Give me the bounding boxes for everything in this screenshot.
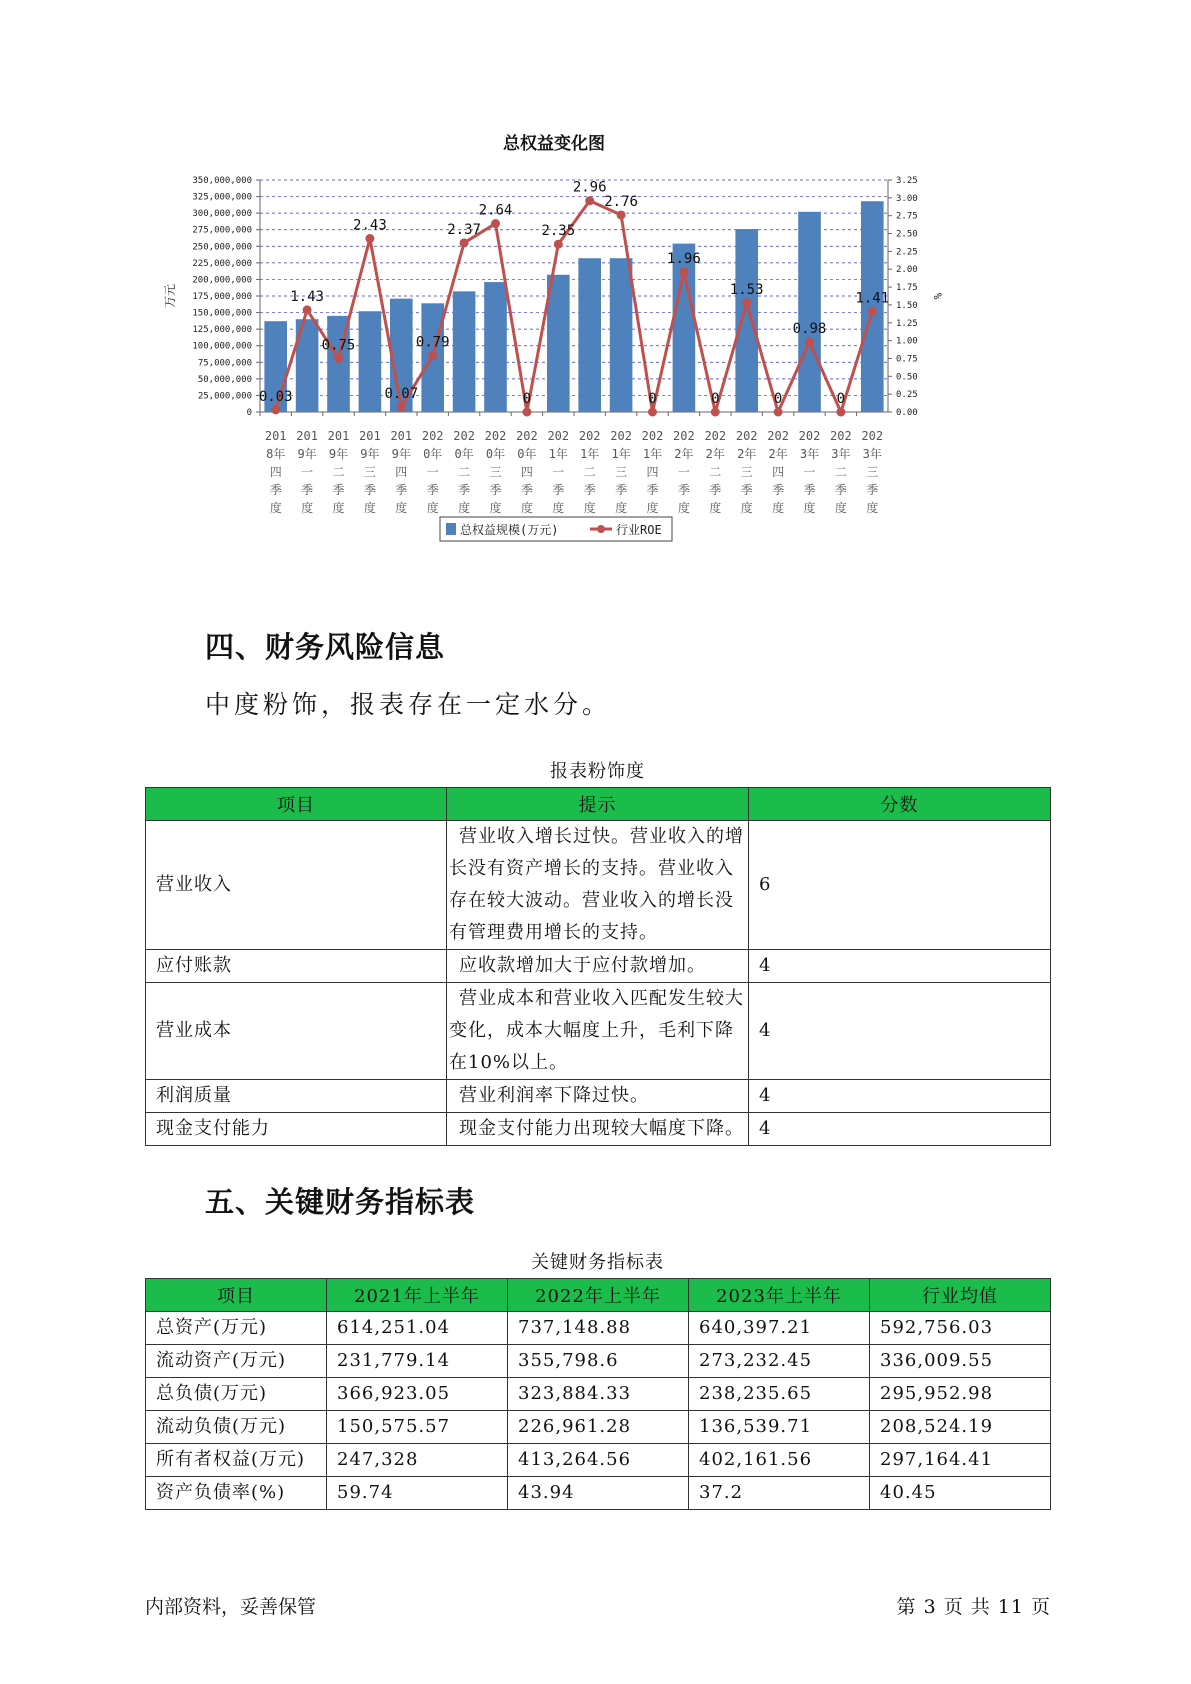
x-tick-label: 0年 bbox=[454, 447, 474, 461]
bar bbox=[610, 258, 633, 412]
risk-score: 4 bbox=[749, 983, 1051, 1080]
x-tick-label: 季 bbox=[552, 483, 565, 497]
x-tick-label: 一 bbox=[552, 465, 565, 479]
roe-data-label: 1.53 bbox=[729, 281, 764, 298]
roe-data-label: 2.64 bbox=[478, 202, 513, 219]
x-tick-label: 度 bbox=[395, 501, 408, 515]
left-tick-label: 325,000,000 bbox=[192, 192, 252, 203]
kpi-item: 资产负债率(%) bbox=[146, 1477, 327, 1510]
footer-confidential-note: 内部资料，妥善保管 bbox=[145, 1596, 317, 1618]
risk-header-item: 项目 bbox=[146, 788, 447, 821]
x-tick-label: 二 bbox=[458, 465, 471, 479]
kpi-value: 226,961.28 bbox=[508, 1411, 689, 1444]
roe-point bbox=[522, 408, 531, 417]
right-tick-label: 2.00 bbox=[896, 265, 918, 276]
x-tick-label: 2年 bbox=[705, 447, 725, 461]
x-tick-label: 度 bbox=[363, 501, 376, 515]
left-tick-label: 350,000,000 bbox=[192, 176, 252, 186]
roe-point bbox=[836, 408, 845, 417]
x-tick-label: 度 bbox=[552, 501, 565, 515]
risk-table-caption: 报表粉饰度 bbox=[550, 761, 645, 782]
table-row bbox=[146, 1378, 1051, 1411]
x-tick-label: 四 bbox=[520, 465, 533, 479]
x-tick-label: 1年 bbox=[580, 447, 600, 461]
x-tick-label: 3年 bbox=[862, 447, 882, 461]
roe-point bbox=[617, 210, 626, 219]
kpi-value: 614,251.04 bbox=[327, 1312, 508, 1345]
x-tick-label: 季 bbox=[834, 483, 847, 497]
x-tick-label: 季 bbox=[677, 483, 690, 497]
left-tick-label: 0 bbox=[246, 408, 252, 418]
left-tick-label: 225,000,000 bbox=[192, 258, 252, 269]
table-row bbox=[146, 1312, 1051, 1345]
x-tick-label: 一 bbox=[426, 465, 439, 479]
table-row bbox=[146, 821, 1051, 950]
right-tick-label: 3.00 bbox=[896, 193, 918, 204]
kpi-header-2023h1: 2023年上半年 bbox=[689, 1279, 870, 1312]
x-tick-label: 201 bbox=[327, 429, 350, 443]
kpi-table bbox=[145, 1278, 1051, 1510]
x-tick-label: 季 bbox=[301, 483, 314, 497]
x-tick-label: 四 bbox=[395, 465, 408, 479]
x-tick-label: 季 bbox=[489, 483, 502, 497]
x-tick-label: 季 bbox=[803, 483, 816, 497]
x-tick-label: 3年 bbox=[799, 447, 820, 461]
right-tick-label: 3.25 bbox=[896, 176, 918, 186]
x-tick-label: 3年 bbox=[831, 447, 851, 461]
x-tick-label: 季 bbox=[866, 483, 879, 497]
x-tick-label: 季 bbox=[709, 483, 722, 497]
bar bbox=[578, 258, 601, 412]
roe-point bbox=[679, 268, 688, 277]
x-tick-label: 0年 bbox=[517, 447, 537, 461]
left-tick-label: 150,000,000 bbox=[192, 308, 252, 319]
x-tick-label: 9年 bbox=[297, 447, 317, 461]
right-tick-label: 2.25 bbox=[896, 247, 918, 258]
table-row bbox=[146, 1080, 1051, 1113]
kpi-value: 366,923.05 bbox=[327, 1378, 508, 1411]
roe-data-label: 2.96 bbox=[572, 179, 607, 196]
bar bbox=[484, 282, 507, 412]
roe-data-label: 1.43 bbox=[290, 288, 324, 305]
equity-chart-svg bbox=[160, 130, 1040, 600]
x-tick-label: 0年 bbox=[423, 447, 443, 461]
y-axis-label-left: 万元 bbox=[163, 283, 177, 309]
roe-data-label: 2.43 bbox=[353, 217, 387, 234]
x-tick-label: 四 bbox=[646, 465, 659, 479]
risk-hint: 营业成本和营业收入匹配发生较大变化，成本大幅度上升，毛利下降在10%以上。 bbox=[447, 983, 749, 1080]
left-tick-label: 100,000,000 bbox=[192, 341, 252, 352]
kpi-value: 150,575.57 bbox=[327, 1411, 508, 1444]
roe-data-label: 0 bbox=[836, 391, 846, 407]
right-tick-label: 2.50 bbox=[896, 229, 918, 240]
x-tick-label: 202 bbox=[704, 429, 727, 443]
x-tick-label: 度 bbox=[772, 501, 785, 515]
kpi-header-industry-avg: 行业均值 bbox=[870, 1279, 1051, 1312]
x-tick-label: 二 bbox=[583, 465, 596, 479]
roe-data-label: 1.41 bbox=[855, 290, 890, 307]
kpi-item: 总资产(万元) bbox=[146, 1312, 327, 1345]
kpi-header-item: 项目 bbox=[146, 1279, 327, 1312]
x-tick-label: 202 bbox=[547, 429, 570, 443]
x-tick-label: 季 bbox=[646, 483, 659, 497]
x-tick-label: 一 bbox=[803, 465, 816, 479]
x-tick-label: 202 bbox=[735, 429, 758, 443]
x-tick-label: 202 bbox=[673, 429, 695, 443]
roe-data-label: 0 bbox=[773, 391, 783, 407]
kpi-value: 295,952.98 bbox=[870, 1378, 1051, 1411]
right-tick-label: 0.75 bbox=[896, 354, 918, 365]
x-tick-label: 季 bbox=[520, 483, 533, 497]
left-tick-label: 250,000,000 bbox=[192, 242, 252, 253]
x-tick-label: 202 bbox=[861, 429, 884, 443]
roe-point bbox=[585, 196, 594, 205]
kpi-value: 273,232.45 bbox=[689, 1345, 870, 1378]
x-tick-label: 度 bbox=[740, 501, 753, 515]
bar bbox=[547, 275, 570, 412]
roe-point bbox=[460, 238, 469, 247]
x-tick-label: 二 bbox=[709, 465, 722, 479]
x-tick-label: 202 bbox=[830, 429, 852, 443]
kpi-value: 297,164.41 bbox=[870, 1444, 1051, 1477]
kpi-value: 336,009.55 bbox=[870, 1345, 1051, 1378]
x-tick-label: 度 bbox=[866, 501, 879, 515]
x-tick-label: 度 bbox=[269, 501, 282, 515]
x-tick-label: 202 bbox=[484, 429, 507, 443]
roe-point bbox=[428, 351, 437, 360]
x-tick-label: 2年 bbox=[674, 447, 694, 461]
table-row bbox=[146, 1113, 1051, 1146]
risk-item: 营业收入 bbox=[146, 821, 447, 950]
roe-point bbox=[648, 408, 657, 417]
table-row bbox=[146, 1345, 1051, 1378]
roe-point bbox=[868, 307, 877, 316]
x-tick-label: 201 bbox=[359, 429, 381, 443]
x-tick-label: 季 bbox=[615, 483, 628, 497]
legend-bar-swatch bbox=[446, 523, 456, 535]
roe-data-label: 2.37 bbox=[447, 221, 481, 238]
x-tick-label: 202 bbox=[767, 429, 789, 443]
risk-header-score: 分数 bbox=[749, 788, 1051, 821]
left-tick-label: 175,000,000 bbox=[192, 292, 252, 302]
x-tick-label: 9年 bbox=[328, 447, 349, 461]
section-4-heading: 四、财务风险信息 bbox=[205, 630, 446, 664]
bar bbox=[861, 201, 884, 412]
x-tick-label: 201 bbox=[296, 429, 318, 443]
roe-data-label: 0 bbox=[648, 391, 657, 407]
x-tick-label: 202 bbox=[610, 429, 632, 443]
risk-item: 营业成本 bbox=[146, 983, 447, 1080]
kpi-table-caption: 关键财务指标表 bbox=[531, 1252, 664, 1273]
left-tick-label: 300,000,000 bbox=[192, 209, 252, 220]
x-tick-label: 季 bbox=[269, 483, 282, 497]
roe-point bbox=[554, 240, 563, 249]
risk-header-hint: 提示 bbox=[447, 788, 749, 821]
risk-table-header-row bbox=[146, 788, 1051, 821]
kpi-value: 40.45 bbox=[870, 1477, 1051, 1510]
right-tick-label: 1.00 bbox=[896, 336, 918, 347]
roe-data-label: 2.35 bbox=[541, 223, 576, 240]
legend-line-label: 行业ROE bbox=[616, 523, 662, 537]
x-tick-label: 度 bbox=[803, 501, 816, 515]
roe-point bbox=[303, 305, 312, 314]
x-tick-label: 三 bbox=[740, 465, 753, 479]
kpi-value: 402,161.56 bbox=[689, 1444, 870, 1477]
left-tick-label: 25,000,000 bbox=[197, 391, 252, 402]
x-tick-label: 0年 bbox=[485, 447, 506, 461]
x-tick-label: 四 bbox=[772, 465, 785, 479]
kpi-header-2022h1: 2022年上半年 bbox=[508, 1279, 689, 1312]
risk-item: 现金支付能力 bbox=[146, 1113, 447, 1146]
risk-hint: 应收款增加大于应付款增加。 bbox=[447, 950, 749, 983]
x-tick-label: 季 bbox=[458, 483, 471, 497]
x-tick-label: 四 bbox=[269, 465, 282, 479]
x-tick-label: 201 bbox=[390, 429, 413, 443]
roe-data-label: 0 bbox=[711, 391, 720, 407]
kpi-value: 136,539.71 bbox=[689, 1411, 870, 1444]
x-tick-label: 202 bbox=[453, 429, 475, 443]
kpi-value: 413,264.56 bbox=[508, 1444, 689, 1477]
kpi-value: 43.94 bbox=[508, 1477, 689, 1510]
x-tick-label: 度 bbox=[458, 501, 471, 515]
roe-data-label: 0.07 bbox=[384, 386, 419, 403]
kpi-item: 总负债(万元) bbox=[146, 1378, 327, 1411]
left-tick-label: 200,000,000 bbox=[192, 275, 252, 286]
x-tick-label: 度 bbox=[677, 501, 690, 515]
roe-data-label: 0.79 bbox=[415, 334, 450, 351]
risk-score: 4 bbox=[749, 1080, 1051, 1113]
x-tick-label: 季 bbox=[426, 483, 439, 497]
x-tick-label: 度 bbox=[615, 501, 628, 515]
x-tick-label: 季 bbox=[395, 483, 408, 497]
table-row bbox=[146, 983, 1051, 1080]
roe-data-label: 2.76 bbox=[604, 193, 638, 210]
risk-score: 6 bbox=[749, 821, 1051, 950]
x-tick-label: 1年 bbox=[548, 447, 568, 461]
roe-point bbox=[742, 298, 751, 307]
section-5-heading: 五、关键财务指标表 bbox=[205, 1185, 476, 1219]
kpi-value: 59.74 bbox=[327, 1477, 508, 1510]
risk-hint: 营业利润率下降过快。 bbox=[447, 1080, 749, 1113]
x-tick-label: 一 bbox=[677, 465, 690, 479]
roe-point bbox=[397, 403, 406, 412]
x-tick-label: 季 bbox=[583, 483, 596, 497]
right-tick-label: 0.50 bbox=[896, 372, 918, 383]
roe-data-label: 0.03 bbox=[258, 388, 293, 405]
x-tick-label: 度 bbox=[301, 501, 314, 515]
x-tick-label: 202 bbox=[578, 429, 601, 443]
kpi-table-header-row bbox=[146, 1279, 1051, 1312]
x-tick-label: 202 bbox=[421, 429, 444, 443]
table-row bbox=[146, 950, 1051, 983]
kpi-value: 737,148.88 bbox=[508, 1312, 689, 1345]
x-tick-label: 季 bbox=[772, 483, 785, 497]
risk-summary: 中度粉饰，报表存在一定水分。 bbox=[205, 690, 612, 719]
x-tick-label: 季 bbox=[332, 483, 345, 497]
right-tick-label: 0.25 bbox=[896, 390, 918, 401]
legend-bar-label: 总权益规模(万元) bbox=[460, 523, 559, 537]
kpi-value: 592,756.03 bbox=[870, 1312, 1051, 1345]
x-tick-label: 度 bbox=[332, 501, 345, 515]
roe-point bbox=[491, 219, 500, 228]
risk-item: 应付账款 bbox=[146, 950, 447, 983]
roe-point bbox=[271, 405, 280, 414]
x-tick-label: 201 bbox=[264, 429, 287, 443]
table-row bbox=[146, 1444, 1051, 1477]
roe-point bbox=[334, 354, 343, 363]
bar bbox=[453, 291, 476, 412]
x-tick-label: 度 bbox=[646, 501, 659, 515]
x-tick-label: 1年 bbox=[611, 447, 631, 461]
right-tick-label: 2.75 bbox=[896, 211, 918, 222]
x-tick-label: 度 bbox=[489, 501, 502, 515]
x-tick-label: 季 bbox=[363, 483, 376, 497]
roe-point bbox=[365, 234, 374, 243]
roe-data-label: 1.96 bbox=[667, 251, 701, 268]
roe-data-label: 0.98 bbox=[792, 321, 827, 338]
x-tick-label: 二 bbox=[332, 465, 345, 479]
x-tick-label: 二 bbox=[834, 465, 847, 479]
y-axis-label-right: % bbox=[931, 292, 944, 300]
x-tick-label: 三 bbox=[866, 465, 879, 479]
x-tick-label: 季 bbox=[740, 483, 753, 497]
bar bbox=[735, 229, 758, 412]
x-tick-label: 8年 bbox=[266, 447, 286, 461]
table-row bbox=[146, 1477, 1051, 1510]
x-tick-label: 度 bbox=[520, 501, 533, 515]
bar bbox=[359, 311, 382, 412]
left-tick-label: 75,000,000 bbox=[197, 358, 252, 369]
x-tick-label: 2年 bbox=[737, 447, 757, 461]
chart-title: 总权益变化图 bbox=[503, 134, 605, 154]
risk-hint: 现金支付能力出现较大幅度下降。 bbox=[447, 1113, 749, 1146]
footer-page-number: 第 3 页 共 11 页 bbox=[896, 1596, 1051, 1618]
x-tick-label: 202 bbox=[641, 429, 664, 443]
table-row bbox=[146, 1411, 1051, 1444]
roe-point bbox=[711, 408, 720, 417]
x-tick-label: 度 bbox=[709, 501, 722, 515]
x-tick-label: 度 bbox=[583, 501, 596, 515]
x-tick-label: 9年 bbox=[391, 447, 411, 461]
kpi-item: 流动负债(万元) bbox=[146, 1411, 327, 1444]
left-tick-label: 275,000,000 bbox=[192, 225, 252, 236]
roe-data-label: 0 bbox=[522, 391, 532, 407]
bar bbox=[798, 212, 821, 412]
x-tick-label: 2年 bbox=[768, 447, 788, 461]
x-tick-label: 三 bbox=[363, 465, 376, 479]
risk-item: 利润质量 bbox=[146, 1080, 447, 1113]
x-tick-label: 202 bbox=[798, 429, 821, 443]
right-tick-label: 1.75 bbox=[896, 283, 918, 294]
left-tick-label: 50,000,000 bbox=[197, 374, 252, 385]
kpi-value: 238,235.65 bbox=[689, 1378, 870, 1411]
kpi-value: 355,798.6 bbox=[508, 1345, 689, 1378]
kpi-value: 208,524.19 bbox=[870, 1411, 1051, 1444]
x-tick-label: 度 bbox=[834, 501, 847, 515]
kpi-value: 247,328 bbox=[327, 1444, 508, 1477]
equity-chart bbox=[160, 130, 1040, 600]
x-tick-label: 三 bbox=[615, 465, 628, 479]
risk-score: 4 bbox=[749, 1113, 1051, 1146]
kpi-item: 所有者权益(万元) bbox=[146, 1444, 327, 1477]
x-tick-label: 1年 bbox=[642, 447, 663, 461]
roe-point bbox=[774, 408, 783, 417]
x-tick-label: 202 bbox=[516, 429, 538, 443]
left-tick-label: 125,000,000 bbox=[192, 325, 252, 336]
roe-data-label: 0.75 bbox=[321, 337, 356, 354]
x-tick-label: 9年 bbox=[360, 447, 380, 461]
roe-point bbox=[805, 338, 814, 347]
x-tick-label: 一 bbox=[301, 465, 314, 479]
risk-table bbox=[145, 787, 1051, 1146]
kpi-value: 323,884.33 bbox=[508, 1378, 689, 1411]
risk-hint: 营业收入增长过快。营业收入的增长没有资产增长的支持。营业收入存在较大波动。营业收入的增长没有管理费用增长的支持。 bbox=[447, 821, 749, 950]
kpi-header-2021h1: 2021年上半年 bbox=[327, 1279, 508, 1312]
kpi-value: 231,779.14 bbox=[327, 1345, 508, 1378]
kpi-item: 流动资产(万元) bbox=[146, 1345, 327, 1378]
right-tick-label: 1.25 bbox=[896, 318, 918, 329]
risk-score: 4 bbox=[749, 950, 1051, 983]
legend-line-marker bbox=[597, 525, 605, 533]
x-tick-label: 度 bbox=[426, 501, 439, 515]
right-tick-label: 1.50 bbox=[896, 300, 918, 311]
kpi-value: 37.2 bbox=[689, 1477, 870, 1510]
right-tick-label: 0.00 bbox=[896, 408, 918, 418]
x-tick-label: 三 bbox=[489, 465, 502, 479]
kpi-value: 640,397.21 bbox=[689, 1312, 870, 1345]
